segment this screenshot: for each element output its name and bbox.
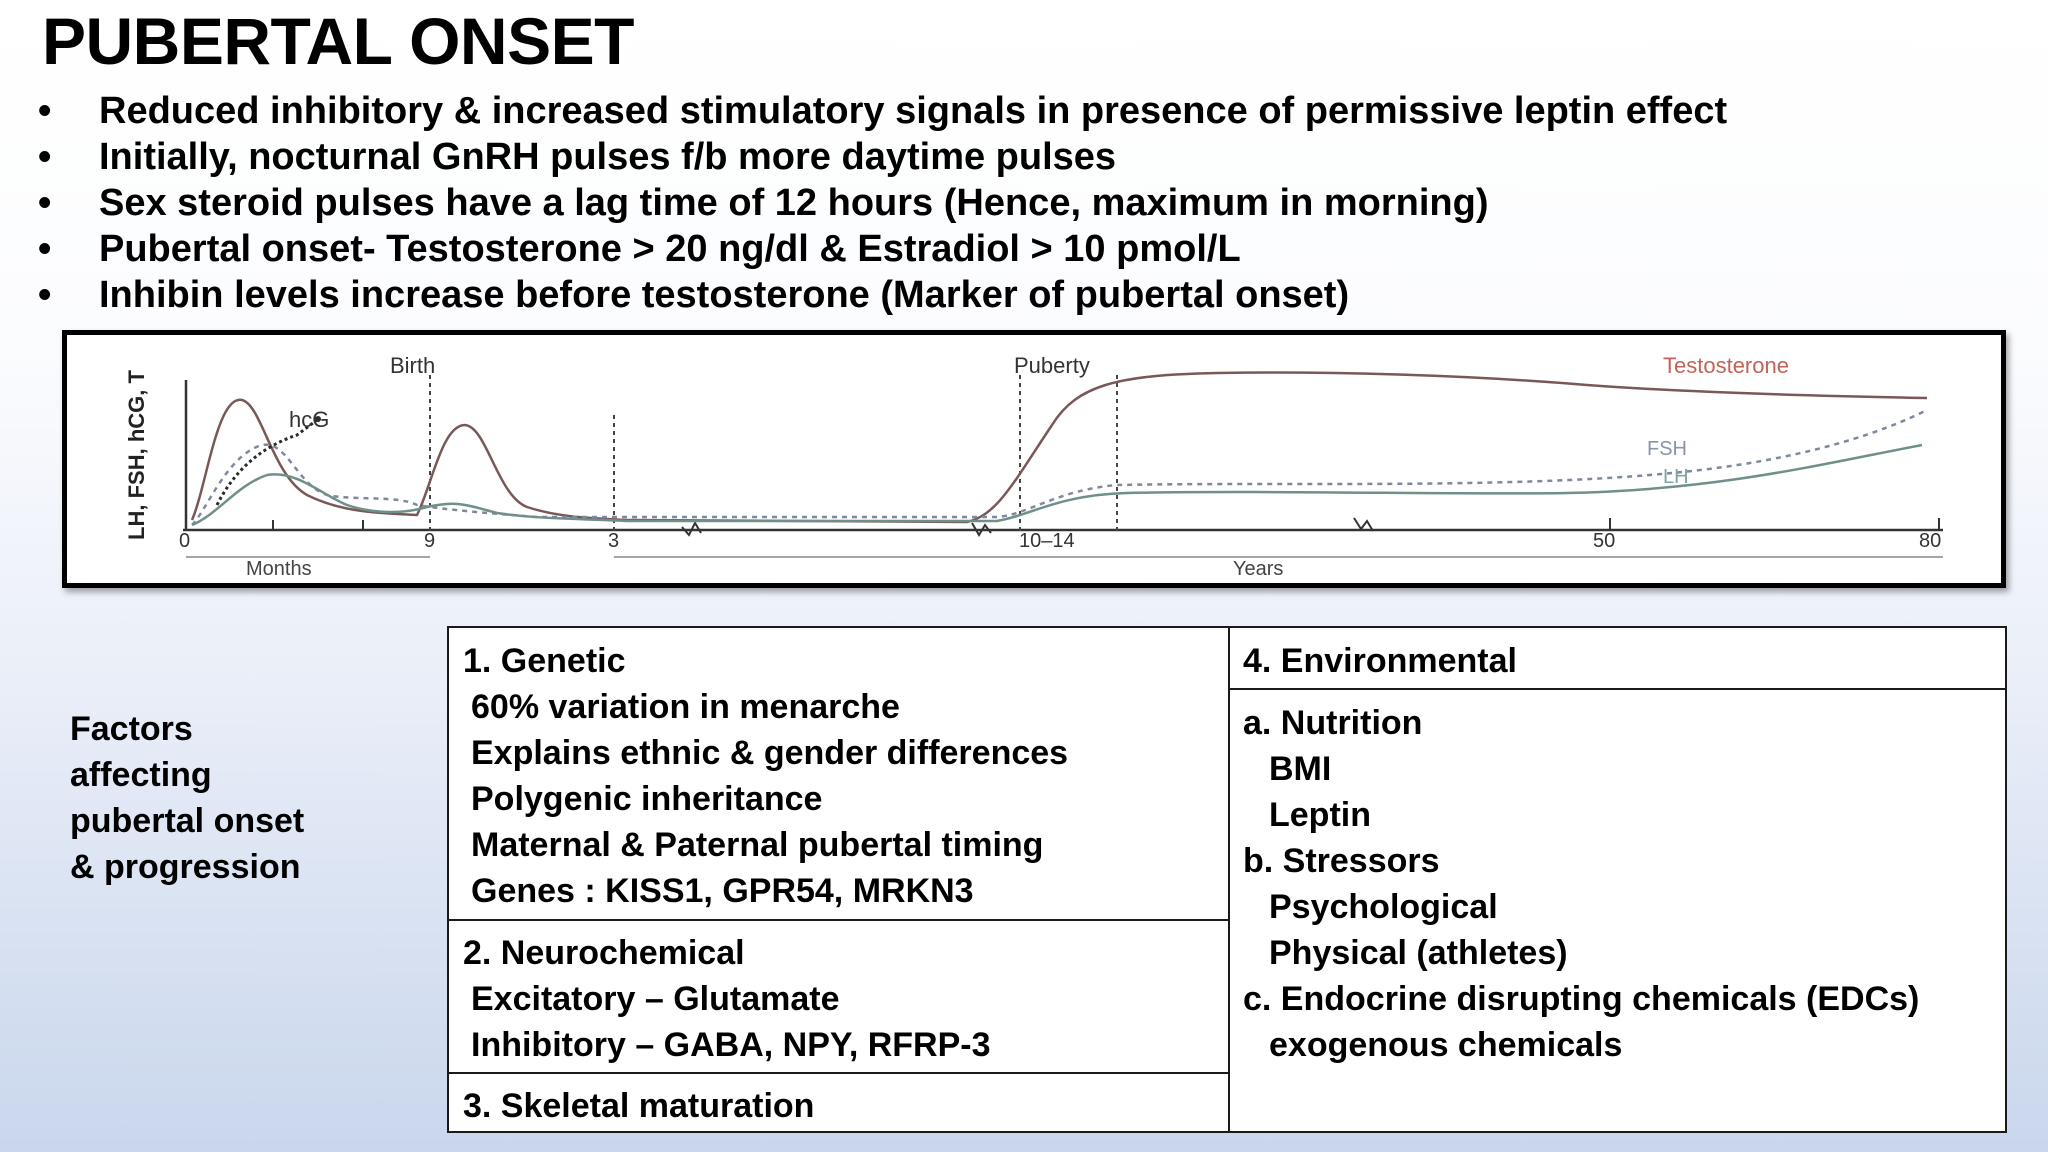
testosterone-label: Testosterone <box>1663 353 1789 378</box>
factors-label-line: pubertal onset <box>70 802 305 840</box>
nutrition-heading: a. Nutrition <box>1243 704 1423 742</box>
factors-label-line: Factors <box>70 710 193 748</box>
factors-label-line: & progression <box>70 848 301 886</box>
genetic-item: 60% variation in menarche <box>471 688 900 726</box>
skeletal-cell <box>463 1083 1223 1129</box>
tick-label: 9 <box>424 530 436 552</box>
edc-item: exogenous chemicals <box>1269 1026 1623 1064</box>
bullet-dot: • <box>38 274 52 316</box>
tick-label: 0 <box>179 530 191 552</box>
bullet-item <box>38 134 1727 180</box>
skeletal-header: 3. Skeletal maturation <box>463 1087 815 1125</box>
bullet-item <box>38 88 1727 134</box>
bullet-item <box>38 180 1727 226</box>
stressors-heading: b. Stressors <box>1243 842 1440 880</box>
environmental-header-cell <box>1243 638 1998 684</box>
genetic-item: Maternal & Paternal pubertal timing <box>471 826 1044 864</box>
genetic-item: Polygenic inheritance <box>471 780 823 818</box>
years-label: Years <box>1233 558 1284 580</box>
environmental-header: 4. Environmental <box>1243 642 1517 680</box>
bullet-dot: • <box>38 136 52 178</box>
factors-label-line: affecting <box>70 756 212 794</box>
bullet-item <box>38 272 1727 318</box>
factors-label <box>70 706 330 890</box>
hcg-label: hcG <box>289 407 330 432</box>
bullet-text: Reduced inhibitory & increased stimulatory signals in presence of permissive leptin effect <box>99 90 1728 132</box>
neurochemical-item: Excitatory – Glutamate <box>471 980 840 1018</box>
bullet-text: Inhibin levels increase before testosterone (Marker of pubertal onset) <box>99 274 1350 316</box>
months-label: Months <box>246 558 312 580</box>
bullet-list <box>38 88 1727 318</box>
bullet-dot: • <box>38 228 52 270</box>
tick-label: 3 <box>608 530 620 552</box>
table-divider <box>449 919 1228 921</box>
y-axis-label: LH, FSH, hCG, T <box>124 370 149 540</box>
stressor-item: Physical (athletes) <box>1269 934 1568 972</box>
birth-label: Birth <box>390 353 436 378</box>
slide-title: PUBERTAL ONSET <box>42 4 634 78</box>
table-divider <box>1228 688 2005 690</box>
bullet-text: Pubertal onset- Testosterone > 20 ng/dl & Estradiol > 10 pmol/L <box>99 228 1241 270</box>
bullet-text: Initially, nocturnal GnRH pulses f/b more daytime pulses <box>99 136 1117 178</box>
factors-table <box>447 626 2007 1133</box>
lh-label: LH <box>1663 466 1689 488</box>
stressor-item: Psychological <box>1269 888 1498 926</box>
bullet-text: Sex steroid pulses have a lag time of 12 hours (Hence, maximum in morning) <box>99 182 1489 224</box>
bullet-dot: • <box>38 90 52 132</box>
axis-break-icon <box>972 523 991 535</box>
bullet-dot: • <box>38 182 52 224</box>
tick-label: 80 <box>1919 530 1942 552</box>
nutrition-item: Leptin <box>1269 796 1371 834</box>
fsh-label: FSH <box>1647 438 1687 460</box>
edc-heading: c. Endocrine disrupting chemicals (EDCs) <box>1243 980 1920 1018</box>
tick-label: 50 <box>1593 530 1616 552</box>
hormone-graph-svg <box>67 335 2001 583</box>
neurochemical-header: 2. Neurochemical <box>463 934 745 972</box>
genetic-item: Explains ethnic & gender differences <box>471 734 1069 772</box>
table-divider <box>1228 628 1230 1131</box>
hormone-graph <box>62 330 2006 588</box>
axis-break-icon <box>682 523 701 535</box>
genetic-cell <box>463 638 1223 914</box>
tick-label: 10–14 <box>1019 530 1075 552</box>
puberty-label: Puberty <box>1014 353 1090 378</box>
nutrition-item: BMI <box>1269 750 1332 788</box>
neurochemical-item: Inhibitory – GABA, NPY, RFRP-3 <box>471 1026 991 1064</box>
bullet-item <box>38 226 1727 272</box>
genetic-item: Genes : KISS1, GPR54, MRKN3 <box>471 872 974 910</box>
genetic-header: 1. Genetic <box>463 642 626 680</box>
table-divider <box>449 1072 1228 1074</box>
environmental-cell <box>1243 700 1998 1068</box>
neurochemical-cell <box>463 930 1223 1068</box>
